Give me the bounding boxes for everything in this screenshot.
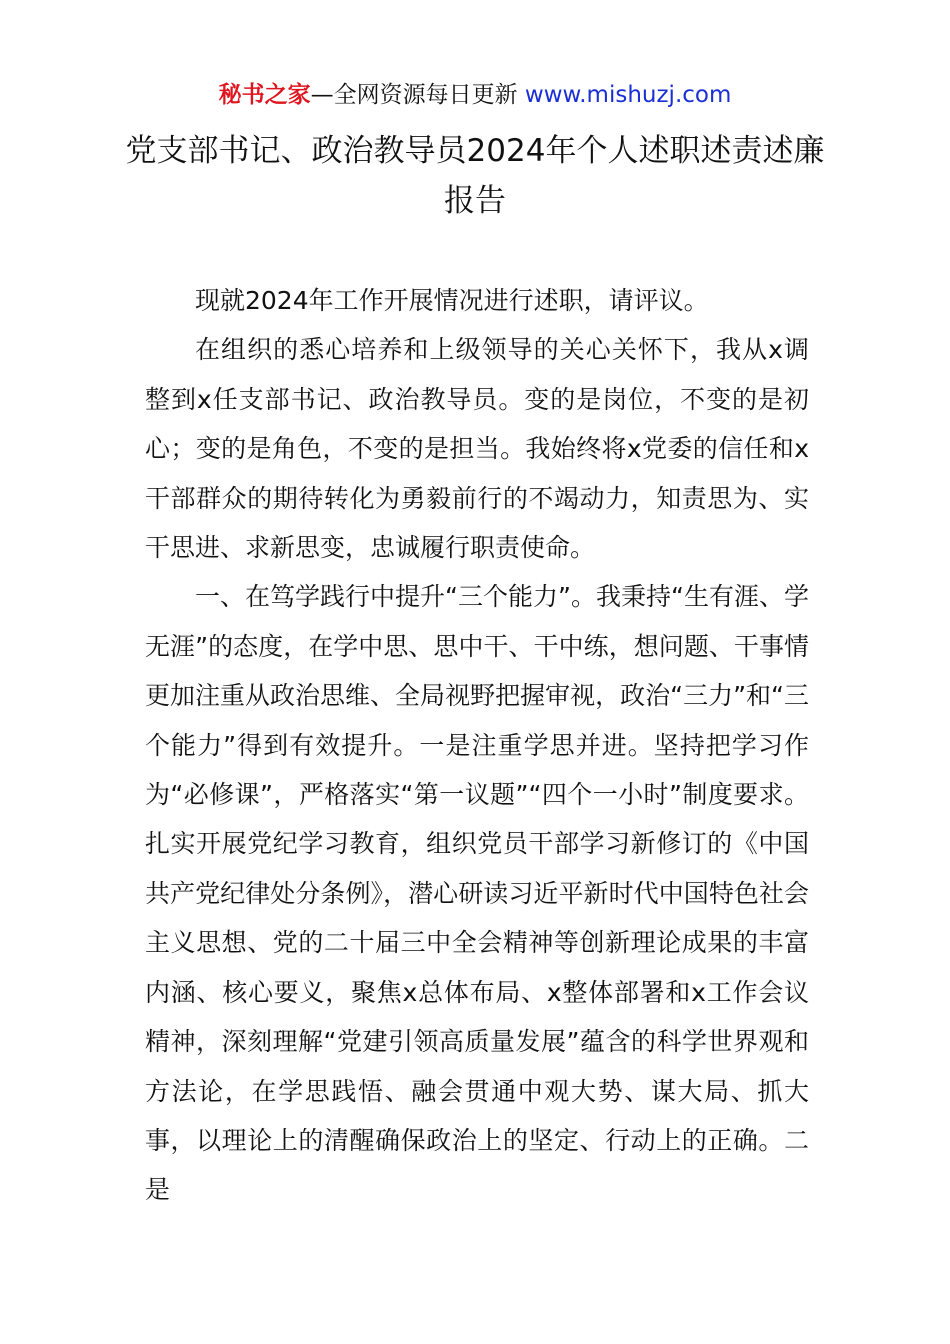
site-header [0, 78, 950, 112]
paragraph-background: 在组织的悉心培养和上级领导的关心关怀下，我从x调整到x任支部书记、政治教导员。变的是岗位，不变的是初心；变的是角色，不变的是担当。我始终将x党委的信任和x干部群众的期待转化为勇毅前行的不竭动力，知责思为、实干思进、求新思变，忠诚履行职责使命。 [145, 335, 809, 563]
paragraph-section-one: 一、在笃学践行中提升“三个能力”。我秉持“生有涯、学无涯”的态度，在学中思、思中干、干中练，想问题、干事情更加注重从政治思维、全局视野把握审视，政治“三力”和“三个能力”得到有效提升。一是注重学思并进。坚持把学习作为“必修课”，严格落实“第一议题”“四个一小时”制度要求。扎实开展党纪学习教育，组织党员干部学习新修订的《中国共产党纪律处分条例》，潜心研读习近平新时代中国特色社会主义思想、党的二十届三中全会精神等创新理论成果的丰富内涵、核心要义，聚焦x总体布局、x整体部署和x工作会议精神，深刻理解“党建引领高质量发展”蕴含的科学世界观和方法论，在学思践悟、融会贯通中观大势、谋大局、抓大事，以理论上的清醒确保政治上的坚定、行动上的正确。二是 [145, 582, 809, 1205]
site-url-link[interactable]: www.mishuzj.com [524, 82, 732, 108]
paragraph-intro: 现就2024年工作开展情况进行述职，请评议。 [195, 286, 709, 315]
site-tagline: —全网资源每日更新 [310, 82, 518, 108]
site-brand: 秘书之家 [218, 82, 311, 108]
document-body [145, 276, 809, 1215]
document-title: 党支部书记、政治教导员2024年个人述职述责述廉报告 [125, 133, 825, 219]
